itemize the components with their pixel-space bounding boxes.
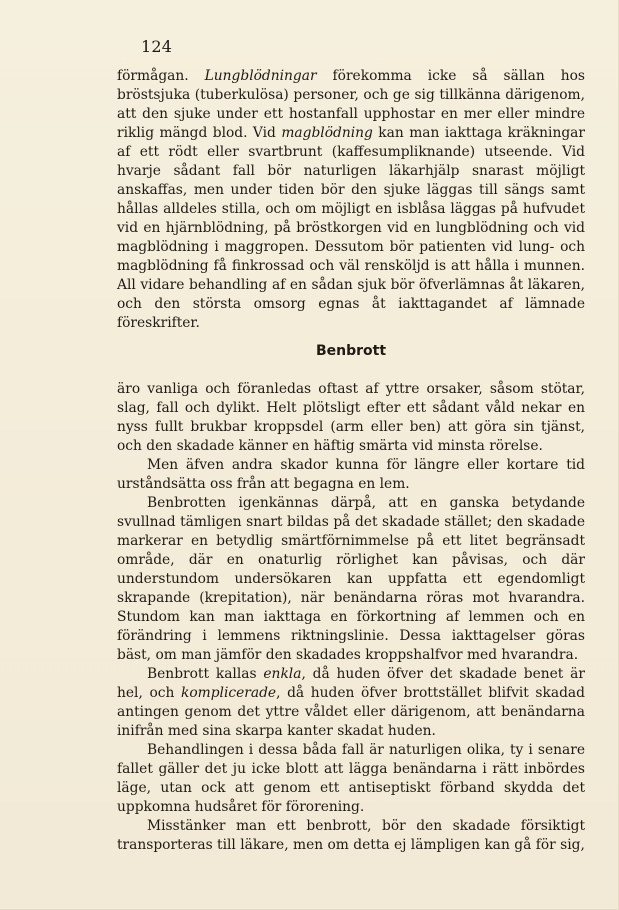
paragraph-transport: Misstänker man ett benbrott, bör den skadade försiktigt transporteras till läkare, men om detta ej lämpligen kan gå för sig, [117, 818, 585, 853]
paragraph-5-mid: , då huden öfver det skadade benet är hel, och [117, 666, 585, 701]
paragraph-fracture-types [117, 665, 585, 741]
paragraph-1-after: kan man iakttaga kräkningar af ett rödt eller svartbrunt (kaffesumpliknande) utseende. Vid hvarje sådant fall bör naturligen läkarhjälp snarast möjligt anskaffas, men under tiden bör den sjuke läggas till sängs samt hållas alldeles stilla, och om möjligt en isblåsa läggas på hufvudet vid en hjärnblödning, på bröstkorgen vid en lungblödning och vid magblödning i maggropen. Dessutom bör patienten vid lung- och magblödning få finkrossad och väl rensköljd is att hålla i munnen. All vidare behandling af en sådan sjuk bör öfverlämnas åt läkaren, och den största omsorg egnas åt iakttagandet af lämnade föreskrifter. [117, 125, 585, 331]
paragraph-5-after: , då huden öfver brottstället blifvit skadad antingen genom det yttre våldet eller därigenom, att benändarna inifrån med sina skarpa kanter skadat huden. [117, 685, 585, 739]
paragraph-recognition: Benbrotten igenkännas därpå, att en ganska betydande svullnad tämligen snart bildas på det skadade stället; den skadade markerar en betydlig smärtförnimmelse på ett litet begränsadt område, där en onaturlig rörlighet kan påvisas, och där understundom undersökaren kan uppfatta ett egendomligt skrapande (krepitation), när benändarna röras mot hvarandra. Stundom kan man iakttaga en förkortning af lemmen och en förändring i lemmens riktningslinie. Dessa iakttagelser göras bäst, om man jämför den skadades kroppshalfvor med hvarandra. [117, 495, 585, 663]
paragraph-other-injuries: Men äfven andra skador kunna för längre eller kortare tid urståndsätta oss från att begagna en lem. [117, 457, 585, 492]
paragraph-1-before: förmågan. [117, 68, 205, 84]
body-text-lower [117, 380, 585, 855]
emphasis-magblodning: magblödning [281, 125, 373, 141]
page-number: 124 [141, 37, 173, 56]
emphasis-enkla: enkla [263, 666, 302, 682]
section-heading: Benbrott [315, 343, 387, 359]
paragraph-5-before: Benbrott kallas [147, 666, 264, 682]
paragraph-fracture-intro: äro vanliga och föranledas oftast af yttre orsaker, såsom stötar, slag, fall och dylikt. Helt plötsligt efter ett sådant våld nekar en nyss fullt brukbar kroppsdel (arm eller ben) att göra sin tjänst, och den skadade känner en häftig smärta vid minsta rörelse. [117, 381, 585, 454]
paragraph-1-mid: förekomma icke så sällan hos bröstsjuka (tuberkulösa) personer, och ge sig tillkänna därigenom, att den sjuke under ett hostanfall upphostar en mer eller mindre riklig mängd blod. Vid [117, 68, 585, 141]
emphasis-lungblodningar: Lungblödningar [204, 68, 317, 84]
emphasis-komplicerade: komplicerade [180, 685, 277, 701]
paragraph-treatment: Behandlingen i dessa båda fall är naturligen olika, ty i senare fallet gäller det ju icke blott att lägga benändarna i rätt inbördes läge, utan ock att genom ett antiseptiskt förband skydda det uppkomna hudsåret för förorening. [117, 742, 585, 815]
paragraph-hemorrhage [117, 67, 585, 333]
body-text-upper [117, 67, 585, 333]
